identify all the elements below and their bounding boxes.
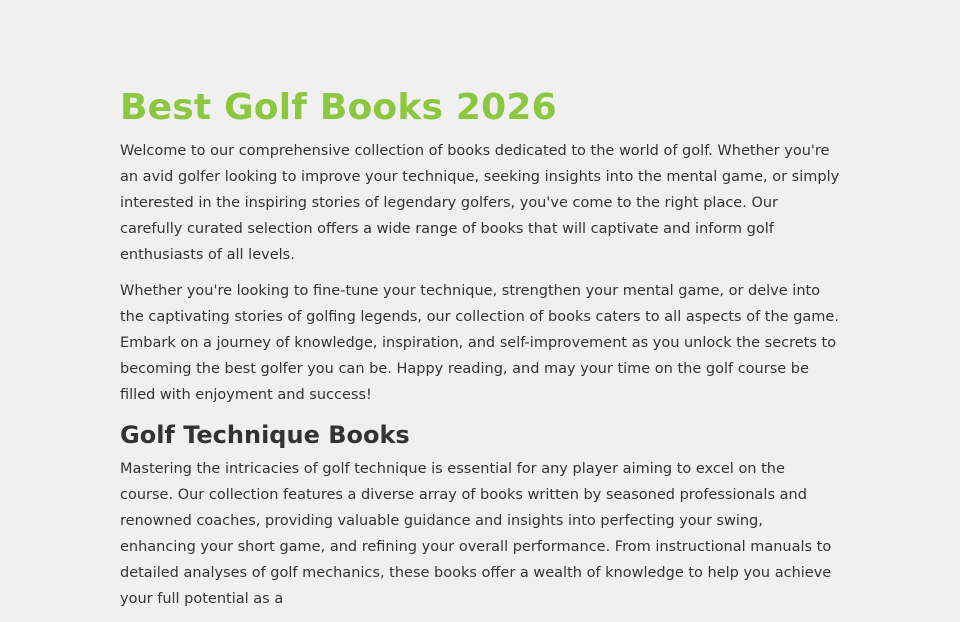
section-heading-golf-technique-books: Golf Technique Books [120, 421, 410, 449]
page-title: Best Golf Books 2026 [120, 87, 557, 128]
intro-paragraph: Whether you're looking to fine-tune your technique, strengthen your mental game, or delve into the captivating stories of golfing legends, our collection of books caters to all aspects of the game. Embark on a journey of knowledge, inspiration, and self-improvement as you unlock the secrets to becoming the best golfer you can be. Happy reading, and may your time on the golf course be filled with enjoyment and success! [120, 283, 839, 403]
intro-paragraph: Welcome to our comprehensive collection of books dedicated to the world of golf. Whether you're an avid golfer looking to improve your technique, seeking insights into the mental game, or simply interested in the inspiring stories of legendary golfers, you've come to the right place. Our carefully curated selection offers a wide range of books that will captivate and inform golf enthusiasts of all levels. [120, 143, 840, 263]
section-paragraph: Mastering the intricacies of golf technique is essential for any player aiming to excel on the course. Our collection features a diverse array of books written by seasoned professionals and renowned coaches, providing valuable guidance and insights into perfecting your swing, enhancing your short game, and refining your overall performance. From instructional manuals to detailed analyses of golf mechanics, these books offer a wealth of knowledge to help you achieve your full potential as a [120, 461, 832, 607]
main-content [120, 84, 840, 622]
